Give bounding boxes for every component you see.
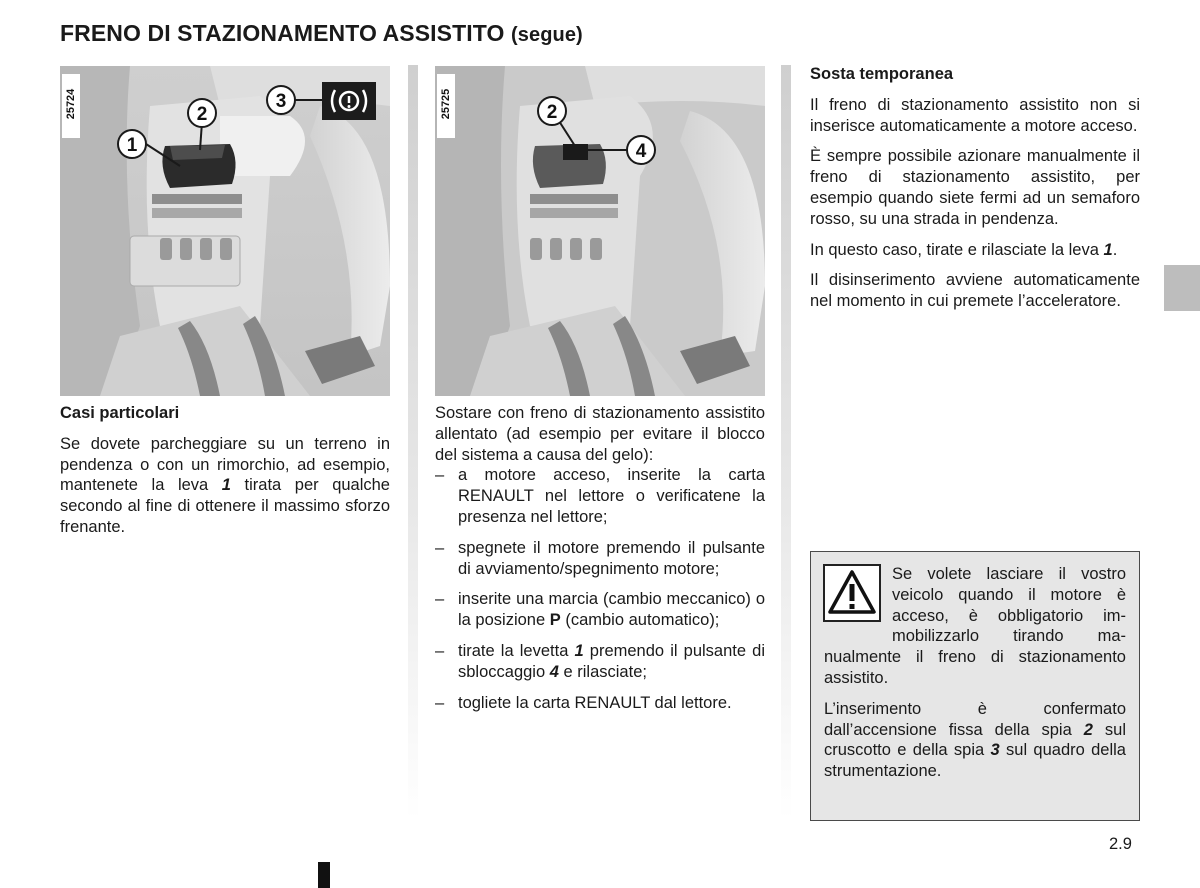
warning-box [810,551,1140,821]
callout-4-label: 4 [635,141,647,162]
page-title-suffix: (segue) [510,24,583,46]
middle-intro: Sostare con freno di stazionamento assistito allentato (ad esempio per evitare il blocco del sistema a causa del gelo): [435,404,765,464]
binding-mark [318,862,330,888]
figure-2-number: 25725 [437,74,455,138]
special-cases-paragraph: Se dovete parcheggiare su un terreno in pendenza o con un rimorchio, ad esempio, mantenete la leva 1 tirata per qualche secondo al fine di ottenere il massimo sforzo frenante. [60,434,390,536]
temporary-stop-paragraph-4: Il disinserimento avviene automaticamente nel momento in cui premete l’acceleratore. [810,271,1140,311]
figure-2-illustration [435,66,765,396]
parking-brake-warning-icon [322,82,376,120]
figure-1-number: 25724 [62,74,80,138]
callout-1 [118,130,146,158]
callout-4 [627,136,655,164]
callout-2 [188,99,216,127]
callout-3 [267,86,295,114]
page-title-main: FRENO DI STAZIONAMENTO ASSISTITO [60,20,505,46]
section-heading-special-cases: Casi particolari [60,404,180,422]
lever-ref: 1 [221,476,231,495]
page-title [60,20,583,47]
warning-text [824,564,1126,792]
column-divider-left [408,65,418,820]
warning-paragraph-2: L’inserimento è confermato dall’accensione fissa della spia 2 sul cruscotto e della spia 3 sul quadro della strumentazione. [824,699,1126,781]
temporary-stop-paragraph-3: In questo caso, tirate e rilasciate la leva 1. [810,240,1118,259]
warning-paragraph-1: Se volete lasciare il vostro veicolo quando il motore è acceso, è obbligatorio im- mobilizzarlo tirando ma- nualmente il freno di stazionamento assistito. [824,565,1126,687]
figure-parking-brake-lever [60,66,390,396]
section-tab-marker [1164,265,1200,311]
list-item: – spegnete il motore premendo il pulsante di avviamento/spegnimento motore; [435,538,765,578]
middle-column [435,403,765,723]
callout-2-label: 2 [196,104,208,125]
figure-1-illustration [60,66,390,396]
figure-unlock-button [435,66,765,396]
temporary-stop-paragraph-2: È sempre possibile azionare manualmente il freno di stazionamento assistito, per esempio quando siete fermi ad un semaforo rosso, su una strada in pendenza. [810,147,1140,228]
list-item: – a motore acceso, inserite la carta RENAULT nel lettore o verificatene la presenza nel lettore; [435,466,765,526]
right-column [810,64,1140,322]
callout-3-label: 3 [275,91,287,112]
callout-2b [538,97,566,125]
callout-1-label: 1 [126,135,138,156]
section-heading-temporary-stop: Sosta temporanea [810,65,954,83]
temporary-stop-paragraph-1: Il freno di stazionamento assistito non si inserisce automaticamente a motore acceso. [810,95,1140,135]
column-divider-right [781,65,791,820]
callout-2b-label: 2 [546,102,558,123]
left-column [60,403,390,548]
list-item: – togliete la carta RENAULT dal lettore. [435,693,732,712]
list-item: – inserite una marcia (cambio meccanico) o la posizione P (cambio automatico); [435,590,765,630]
page-number: 2.9 [1109,835,1132,853]
list-item: – tirate la levetta 1 premendo il pulsante di sbloccaggio 4 e rilasciate; [435,641,765,681]
